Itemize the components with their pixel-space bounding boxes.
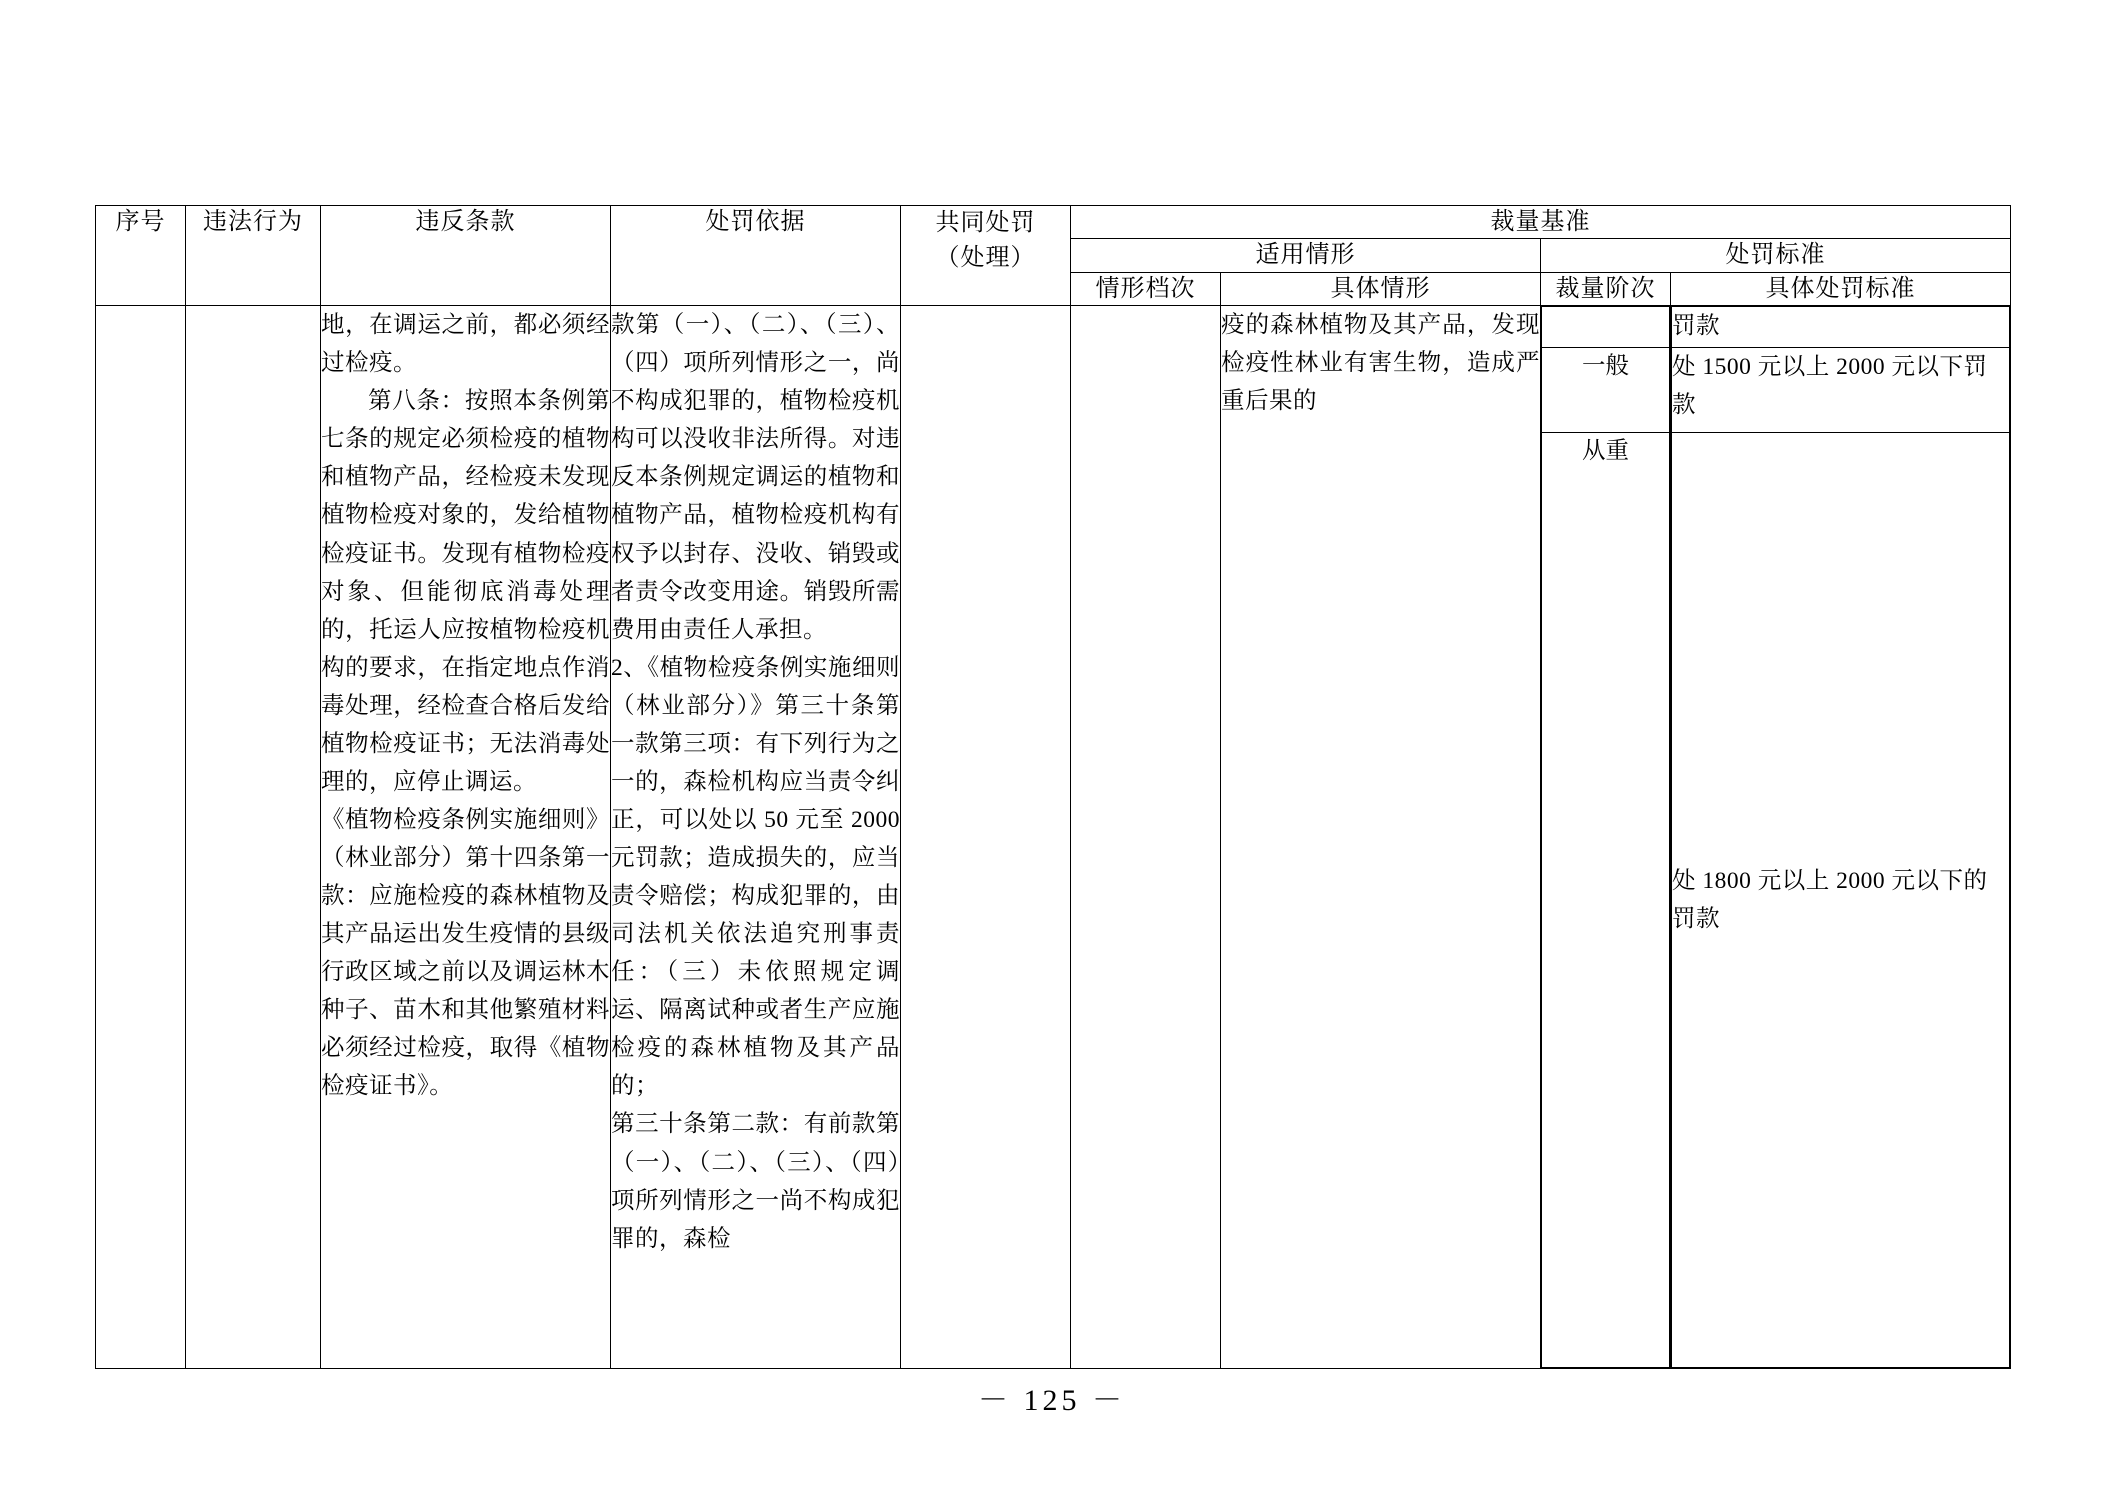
table-header [96,206,2011,306]
cell-penalty-detail-stack [1671,306,2011,1369]
table-body [96,306,2011,1369]
basis-paragraph-2: 2、《植物检疫条例实施细则（林业部分）》第三十条第一款第三项：有下列行为之一的，森检机构应当责令纠正，可以处以 50 元至 2000 元罚款；造成损失的，应当责令赔偿；构成犯罪的，由司法机关依法追究刑事责任：（三）未依照规定调运、隔离试种或者生产应施检疫的森林植物及其产品的； [611,654,900,1100]
penalty-detail-1: 罚款 [1672,307,2010,348]
header-applicable-case: 适用情形 [1071,239,1541,272]
cell-violation [186,306,321,1369]
clause-paragraph-1: 地，在调运之前，都必须经过检疫。 [321,312,610,377]
discretion-level-3: 从重 [1542,433,1670,1368]
cell-clause [321,306,611,1369]
penalty-detail-row-3 [1672,433,2010,1368]
clause-paragraph-3: 《植物检疫条例实施细则》（林业部分）第十四条第一款：应施检疫的森林植物及其产品运出发生疫情的县级行政区域之前以及调运林木种子、苗木和其他繁殖材料必须经过检疫，取得《植物检疫证书》。 [321,806,610,1100]
discretion-level-inner-table [1541,306,1670,1368]
header-discretion-group: 裁量基准 [1071,206,2011,239]
header-discretion-level: 裁量阶次 [1541,272,1671,305]
header-clause: 违反条款 [321,206,611,306]
page-number: － 125 － [978,1384,1126,1417]
clause-paragraph-2: 第八条：按照本条例第七条的规定必须检疫的植物和植物产品，经检疫未发现植物检疫对象的，发给植物检疫证书。发现有植物检疫对象、但能彻底消毒处理的，托运人应按植物检疫机构的要求，在指定地点作消毒处理，经检查合格后发给植物检疫证书；无法消毒处理的，应停止调运。 [321,388,610,795]
header-row-1 [96,206,2011,239]
header-penalty-standard: 处罚标准 [1541,239,2011,272]
cell-joint-penalty [901,306,1071,1369]
table-row [96,306,2011,1369]
header-joint-penalty [901,206,1071,306]
header-seq: 序号 [96,206,186,306]
basis-paragraph-1: 款第（一）、（二）、（三）、（四）项所列情形之一，尚不构成犯罪的，植物检疫机构可以没收非法所得。对违反本条例规定调运的植物和植物产品，植物检疫机构有权予以封存、没收、销毁或者责令改变用途。销毁所需费用由责任人承担。 [611,312,900,643]
header-penalty-detail: 具体处罚标准 [1671,272,2011,305]
penalty-discretion-table [95,205,2011,1369]
header-basis: 处罚依据 [611,206,901,306]
penalty-detail-row-1 [1672,307,2010,348]
discretion-level-row-1 [1542,307,1670,348]
discretion-level-2: 一般 [1542,348,1670,433]
penalty-detail-inner-table [1671,306,2010,1368]
cell-case-level [1071,306,1221,1369]
discretion-level-1 [1542,307,1670,348]
discretion-level-row-3 [1542,433,1670,1368]
penalty-detail-3 [1672,433,2010,1368]
cell-discretion-level-stack [1541,306,1671,1369]
header-case-level: 情形档次 [1071,272,1221,305]
cell-basis [611,306,901,1369]
penalty-detail-row-2 [1672,348,2010,433]
discretion-level-row-2 [1542,348,1670,433]
penalty-detail-3-text: 处 1800 元以上 2000 元以下的罚款 [1672,868,1988,933]
header-joint-line1: 共同处罚 [935,210,1036,236]
header-joint-line2: （处理） [935,244,1036,271]
header-violation: 违法行为 [186,206,321,306]
cell-seq [96,306,186,1369]
header-case-detail: 具体情形 [1221,272,1541,305]
penalty-detail-2: 处 1500 元以上 2000 元以下罚款 [1672,348,2010,433]
basis-paragraph-3: 第三十条第二款：有前款第（一）、（二）、（三）、（四）项所列情形之一尚不构成犯罪的，森检 [611,1111,900,1252]
cell-case-detail: 疫的森林植物及其产品，发现检疫性林业有害生物，造成严重后果的 [1221,306,1541,1369]
